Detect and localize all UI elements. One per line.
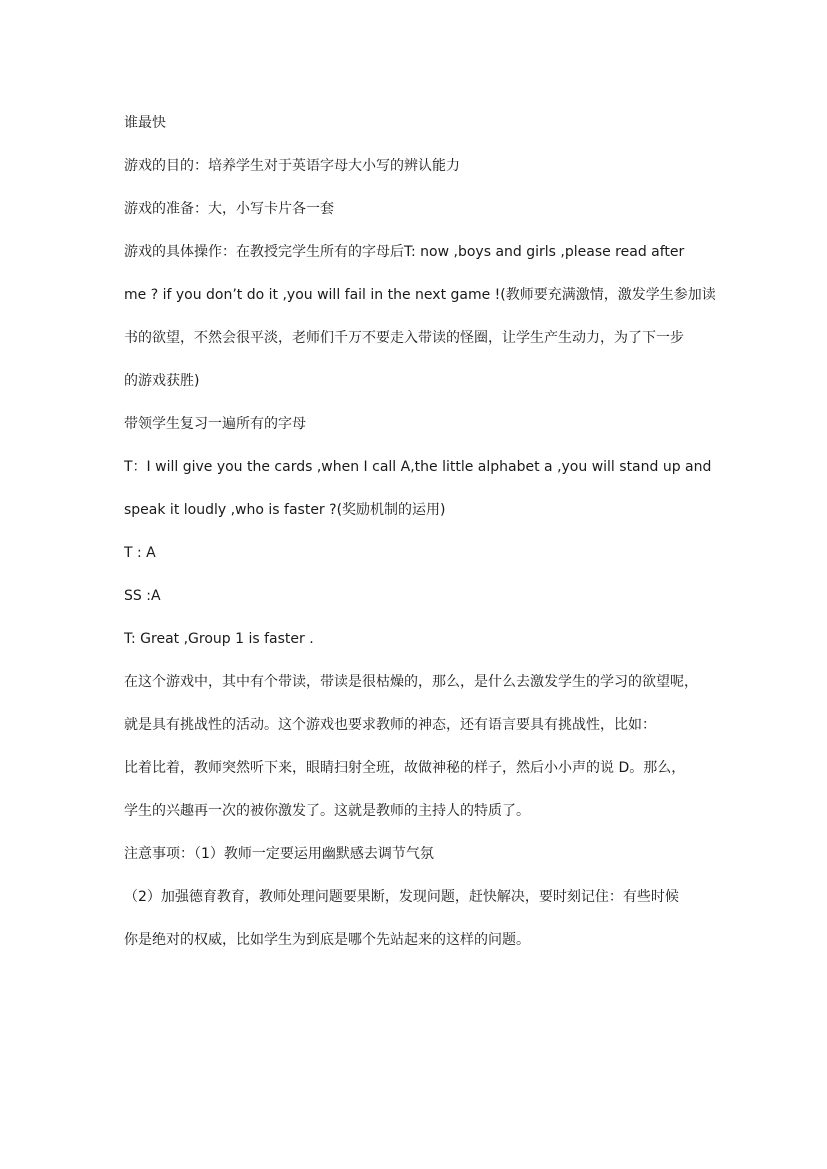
- commentary-line-3: 比着比着，教师突然听下来，眼睛扫射全班，故做神秘的样子，然后小小声的说 D。那么，: [124, 760, 686, 776]
- game-purpose: 游戏的目的：培养学生对于英语字母大小写的辨认能力: [124, 158, 460, 174]
- notes-line-3: 你是绝对的权威，比如学生为到底是哪个先站起来的这样的问题。: [124, 932, 530, 948]
- teacher-instruction-line-1: T：I will give you the cards ,when I call A,the little alphabet a ,you will stand up and: [124, 459, 712, 475]
- document-title: 谁最快: [124, 115, 166, 131]
- operation-line-3: 书的欲望，不然会很平淡，老师们千万不要走入带读的怪圈，让学生产生动力，为了下一步: [124, 330, 684, 346]
- commentary-line-4: 学生的兴趣再一次的被你激发了。这就是教师的主持人的特质了。: [124, 803, 530, 819]
- dialogue-line-1: T : A: [124, 545, 156, 561]
- game-preparation: 游戏的准备：大，小写卡片各一套: [124, 201, 334, 217]
- commentary-line-1: 在这个游戏中，其中有个带读，带读是很枯燥的，那么，是什么去激发学生的学习的欲望呢，: [124, 674, 698, 690]
- commentary-line-2: 就是具有挑战性的活动。这个游戏也要求教师的神态，还有语言要具有挑战性，比如：: [124, 717, 656, 733]
- notes-line-2: （2）加强德育教育，教师处理问题要果断，发现问题，赶快解决，要时刻记住：有些时候: [124, 889, 679, 905]
- operation-line-2: me ? if you don’t do it ,you will fail in the next game !(教师要充满激情，激发学生参加读: [124, 287, 716, 303]
- teacher-instruction-line-2: speak it loudly ,who is faster ?(奖励机制的运用): [124, 502, 446, 518]
- dialogue-line-3: T: Great ,Group 1 is faster .: [124, 631, 314, 647]
- notes-line-1: 注意事项：（1）教师一定要运用幽默感去调节气氛: [124, 846, 434, 862]
- dialogue-line-2: SS :A: [124, 588, 161, 604]
- review-instruction: 带领学生复习一遍所有的字母: [124, 416, 306, 432]
- operation-line-1: 游戏的具体操作：在教授完学生所有的字母后T: now ,boys and girls ,please read after: [124, 244, 685, 260]
- operation-line-4: 的游戏获胜): [124, 373, 200, 389]
